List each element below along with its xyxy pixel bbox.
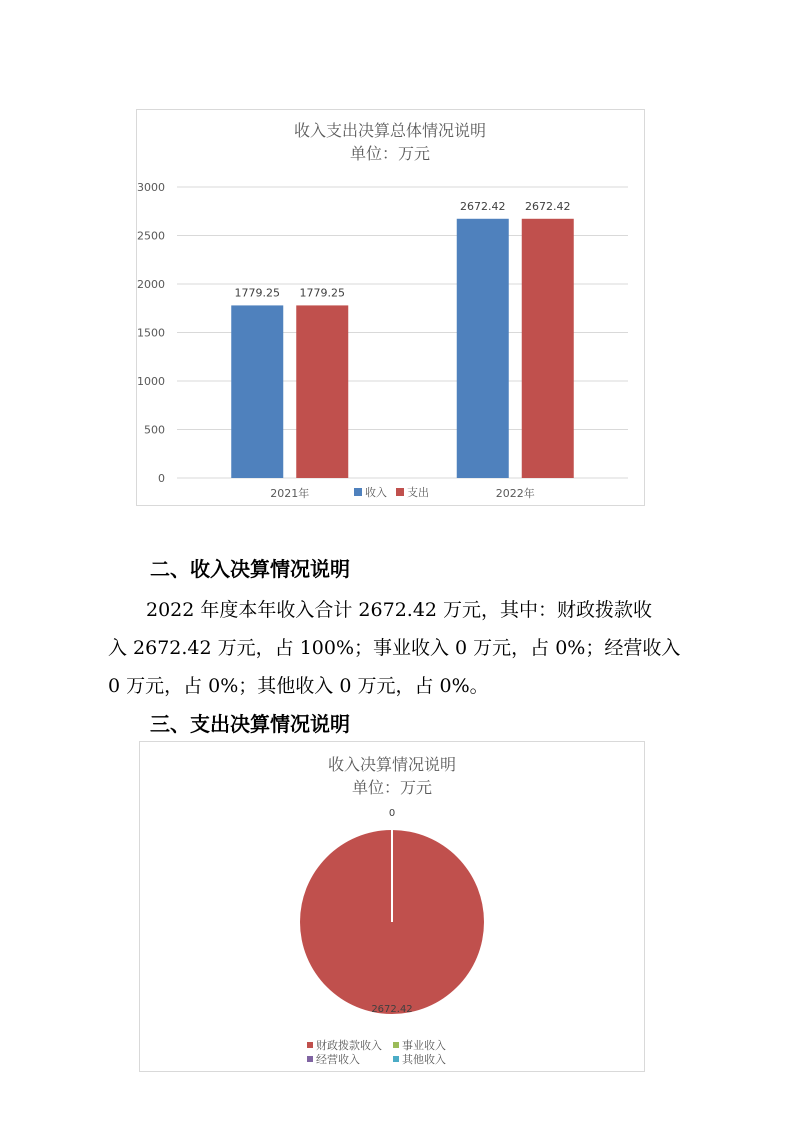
legend-swatch: [393, 1056, 399, 1062]
income-paragraph: [108, 591, 693, 705]
paragraph-line: 2022 年度本年收入合计 2672.42 万元，其中：财政拨款收: [146, 599, 653, 621]
pie-chart-title: 收入决算情况说明: [327, 755, 457, 774]
paragraph-line: 入 2672.42 万元，占 100%；事业收入 0 万元，占 0%；经营收入: [108, 637, 681, 659]
bar-支出-2022年: [522, 219, 574, 478]
legend-label: 其他收入: [402, 1053, 446, 1066]
legend-swatch: [307, 1056, 313, 1062]
bar-data-label: 2672.42: [460, 199, 506, 213]
bar-chart-canvas: [137, 110, 644, 505]
pie-chart-canvas: [140, 742, 644, 1071]
legend-label: 事业收入: [402, 1039, 446, 1052]
legend-swatch: [354, 488, 362, 496]
pie-data-label: 0: [388, 808, 396, 819]
y-tick-label: 3000: [137, 181, 165, 194]
paragraph-line: 0 万元，占 0%；其他收入 0 万元，占 0%。: [108, 675, 489, 697]
bar-data-label: 1779.25: [234, 286, 280, 300]
legend-label: 支出: [407, 486, 429, 499]
legend-swatch: [396, 488, 404, 496]
bar-支出-2021年: [296, 305, 348, 478]
legend-label: 经营收入: [316, 1053, 360, 1066]
bar-收入-2022年: [457, 219, 509, 478]
bar-收入-2021年: [231, 305, 283, 478]
y-tick-label: 1500: [137, 326, 165, 340]
pie-data-label: 2672.42: [371, 1004, 413, 1015]
bar-data-label: 1779.25: [299, 286, 345, 300]
y-tick-label: 2500: [137, 229, 165, 243]
income-pie-chart: [139, 741, 645, 1072]
section-heading-expense: 三、支出决算情况说明: [150, 712, 350, 736]
y-tick-label: 0: [158, 472, 165, 485]
x-tick-label: 2021年: [270, 487, 310, 500]
bar-chart-legend: [354, 485, 429, 499]
bar-chart-y-axis: [137, 181, 165, 485]
y-tick-label: 500: [144, 423, 165, 437]
y-tick-label: 2000: [137, 278, 165, 291]
legend-label: 财政拨款收入: [316, 1039, 382, 1052]
bar-chart-subtitle: 单位：万元: [349, 144, 431, 163]
bar-chart-bars: [231, 200, 574, 478]
section-heading-income: 二、收入决算情况说明: [150, 557, 350, 581]
legend-swatch: [393, 1042, 399, 1048]
legend-swatch: [307, 1042, 313, 1048]
pie-chart-legend: [307, 1038, 446, 1066]
y-tick-label: 1000: [137, 375, 165, 388]
bar-data-label: 2672.42: [525, 199, 571, 213]
pie-chart-slices: [300, 830, 484, 1014]
pie-chart-subtitle: 单位：万元: [351, 778, 433, 797]
income-expense-bar-chart: [136, 109, 645, 506]
x-tick-label: 2022年: [495, 487, 535, 500]
bar-chart-title: 收入支出决算总体情况说明: [293, 121, 487, 140]
legend-label: 收入: [365, 486, 387, 499]
